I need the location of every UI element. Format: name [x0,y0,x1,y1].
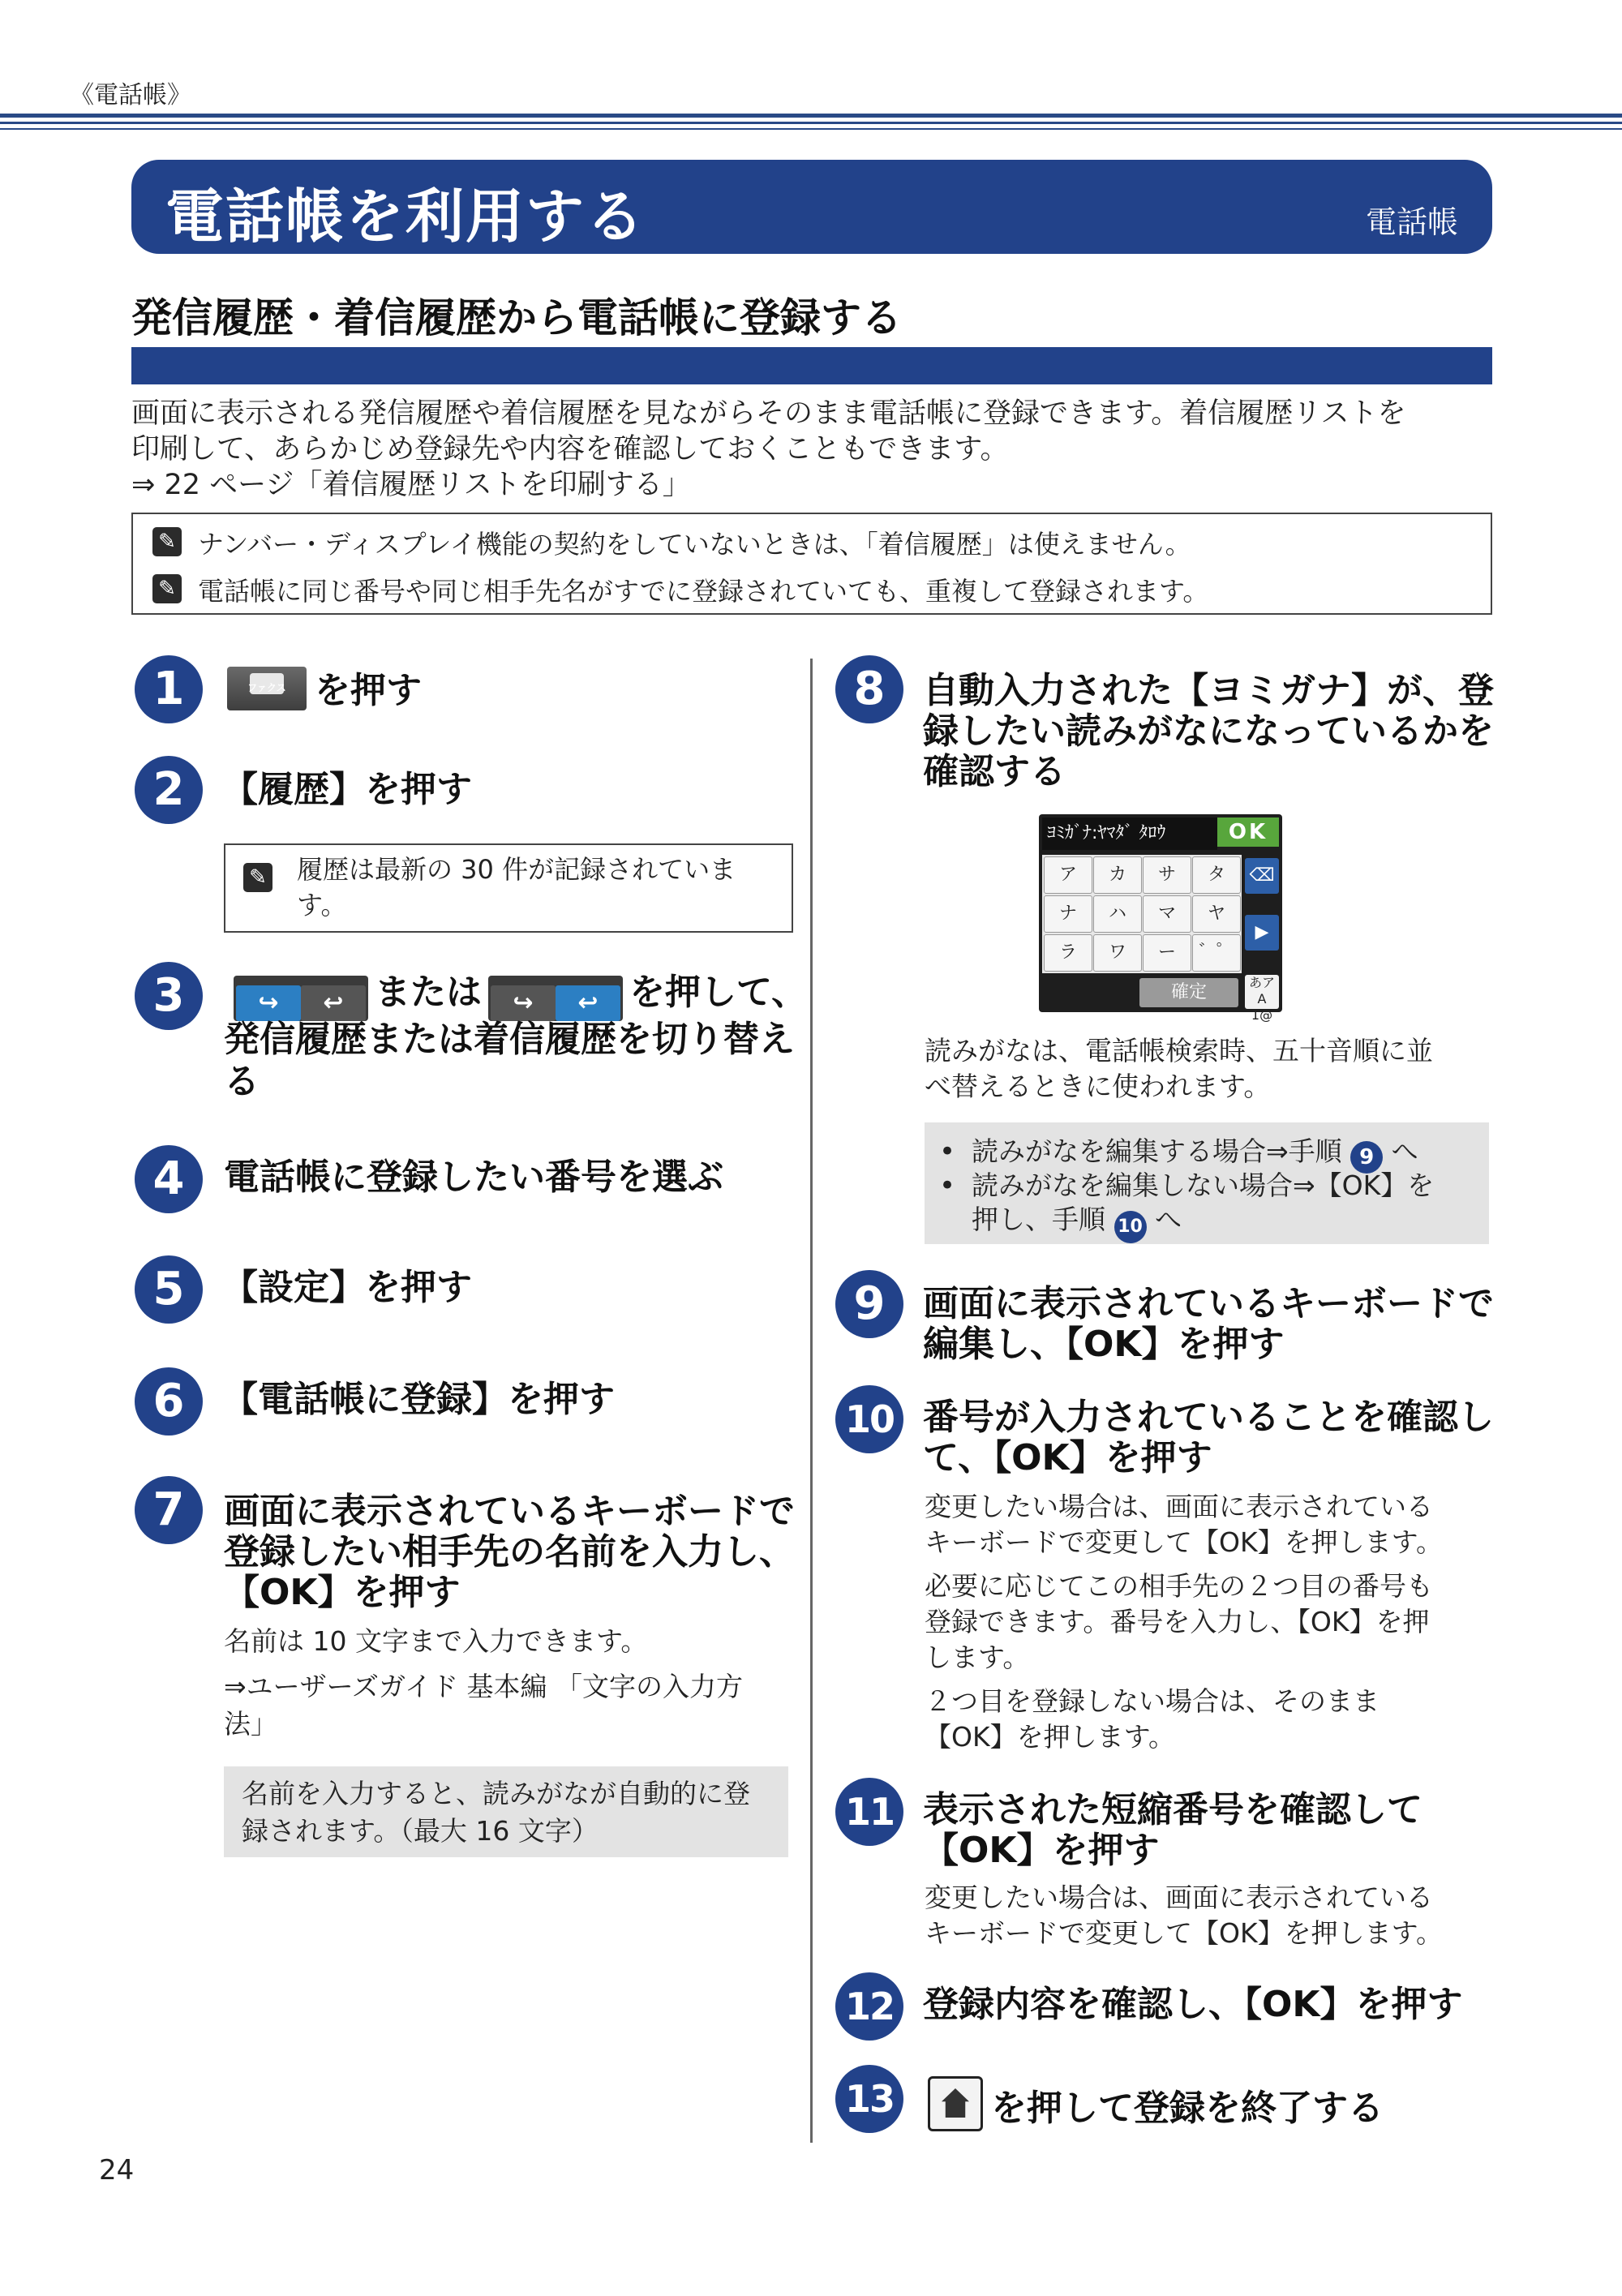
step-2-note [224,843,793,933]
step-badge-4: 4 [135,1145,203,1213]
step-9-heading-line-2: 編集し、【OK】を押す [923,1324,1285,1365]
memo-icon: ✎ [152,527,182,556]
bullet-dot: • [939,1169,956,1202]
step-13-heading: を押して登録を終了する [928,2076,1384,2131]
step-5-heading: 【設定】を押す [222,1267,472,1308]
step-12-heading: 登録内容を確認し、【OK】を押す [923,1984,1463,2025]
step-badge-5: 5 [135,1255,203,1324]
step-11-body-line-1: 変更したい場合は、画面に表示されている [925,1882,1433,1913]
lcd-key: マ [1143,895,1191,933]
step-7-heading-line-2: 登録したい相手先の名前を入力し、 [224,1531,795,1573]
page-number: 24 [99,2154,135,2187]
lcd-key: ハ [1093,895,1142,933]
step-10-body-line-6: ２つ目を登録しない場合は、そのまま [925,1685,1380,1717]
lcd-key: カ [1093,856,1142,894]
step-7-body-line-1: 名前は 10 文字まで入力できます。 [224,1625,648,1657]
page-title: 電話帳を利用する [165,182,646,251]
step-badge-1: 1 [135,655,203,723]
step-6-heading: 【電話帳に登録】を押す [222,1379,615,1420]
header-rule-middle [0,122,1622,124]
step-8-option-1: 読みがなを編集する場合⇒手順 9 へ [972,1134,1418,1174]
memo-icon: ✎ [243,863,272,892]
step-7-info-line-1: 名前を入力すると、読みがなが自動的に登 [242,1778,750,1809]
memo-icon: ✎ [152,574,182,603]
step-8-body-line-1: 読みがなは、電話帳検索時、五十音順に並 [925,1035,1433,1066]
step-badge-6: 6 [135,1367,203,1436]
step-8-body-line-2: べ替えるときに使われます。 [925,1071,1271,1102]
step-badge-12: 12 [835,1972,903,2041]
step-7-info-box [224,1766,788,1857]
step-10-body-line-2: キーボードで変更して【OK】を押します。 [925,1526,1443,1558]
lcd-screen [1039,814,1282,1023]
lcd-key: ア [1044,856,1092,894]
step-8-option-2-line-1: 読みがなを編集しない場合⇒【OK】を [972,1169,1435,1201]
lcd-key: サ [1143,856,1191,894]
step-2-note-line-2: す。 [297,890,347,921]
lcd-input-mode-key: あアA 1@ [1245,975,1279,1009]
step-10-heading-line-2: て、【OK】を押す [923,1437,1212,1478]
lcd-key: ワ [1093,934,1142,972]
step-7-heading-line-1: 画面に表示されているキーボードで [224,1491,795,1532]
lcd-confirm-button: 確定 [1139,978,1238,1007]
lcd-key: ラ [1044,934,1092,972]
call-history-keys-icon: ↪ ↩ [234,976,368,1021]
header-rule-bottom [0,128,1622,130]
step-3-heading-line-1: ↪ ↩ または ↪ ↩ を押して、 [227,972,807,1021]
lcd-key: ヤ [1192,895,1241,933]
step-3-heading-line-3: る [224,1061,260,1102]
running-head: 《電話帳》 [70,81,191,109]
lcd-key: ー [1143,934,1191,972]
step-ref-badge: 9 [1350,1141,1383,1174]
home-button-icon [928,2076,983,2131]
lcd-key: ゛゜ [1192,934,1241,972]
step-7-body-line-3: 法」 [224,1708,277,1740]
step-7-link[interactable]: ⇒ユーザーズガイド 基本編 「文字の入力方 [224,1671,743,1702]
step-8-heading-line-3: 確認する [923,751,1066,792]
step-badge-10: 10 [835,1385,903,1453]
step-badge-13: 13 [835,2065,903,2133]
step-10-body-line-4: 登録できます。番号を入力し、【OK】を押 [925,1606,1430,1637]
lcd-reading-field: ﾖﾐｶﾞﾅ:ﾔﾏﾀﾞ ﾀﾛｳ [1042,818,1217,850]
step-10-body-line-5: します。 [925,1642,1030,1673]
step-2-note-line-1: 履歴は最新の 30 件が記録されていま [297,854,736,885]
chapter-tag: 電話帳 [1365,204,1458,240]
memo-box [131,513,1492,615]
step-10-body-line-1: 変更したい場合は、画面に表示されている [925,1491,1433,1522]
header-rule-top [0,114,1622,118]
memo-text: 電話帳に同じ番号や同じ相手先名がすでに登録されていても、重複して登録されます。 [198,576,1209,607]
lcd-right-arrow-icon: ▶ [1245,915,1279,951]
intro-link[interactable]: ⇒ 22 ページ「着信履歴リストを印刷する」 [131,469,691,501]
step-badge-3: 3 [135,962,203,1030]
title-band [131,160,1492,254]
lcd-key: ナ [1044,895,1092,933]
intro-line-2: 印刷して、あらかじめ登録先や内容を確認しておくこともできます。 [131,433,1009,466]
lcd-keyboard [1042,855,1242,973]
step-11-heading-line-1: 表示された短縮番号を確認して [923,1789,1422,1830]
step-11-body-line-2: キーボードで変更して【OK】を押します。 [925,1917,1443,1949]
step-7-heading-line-3: 【OK】を押す [224,1572,461,1613]
intro-line-1: 画面に表示される発信履歴や着信履歴を見ながらそのまま電話帳に登録できます。着信履歴リストを [131,397,1406,430]
step-8-option-2-line-2: 押し、手順 10 へ [972,1202,1182,1243]
step-10-heading-line-1: 番号が入力されていることを確認し [923,1397,1494,1438]
lcd-backspace-icon: ⌫ [1245,858,1279,894]
step-8-heading-line-2: 録したい読みがなになっているかを [923,710,1494,752]
step-10-body-line-7: 【OK】を押します。 [925,1721,1175,1753]
step-10-body-line-3: 必要に応じてこの相手先の２つ目の番号も [925,1570,1433,1602]
step-8-options-box [925,1122,1489,1244]
bullet-dot: • [939,1135,956,1168]
step-2-heading: 【履歴】を押す [222,769,472,810]
step-3-heading-line-2: 発信履歴または着信履歴を切り替え [224,1019,795,1060]
step-11-heading-line-2: 【OK】を押す [923,1830,1160,1871]
step-8-heading-line-1: 自動入力された【ヨミガナ】が、登 [923,670,1494,711]
step-4-heading: 電話帳に登録したい番号を選ぶ [224,1157,723,1198]
memo-text: ナンバー・ディスプレイ機能の契約をしていないときは、「着信履歴」は使えません。 [198,529,1191,560]
memo-line [152,524,1191,561]
step-badge-7: 7 [135,1476,203,1544]
fax-button-icon: ファクス [227,667,307,710]
step-badge-8: 8 [835,655,903,723]
column-divider [810,659,813,2143]
step-9-heading-line-1: 画面に表示されているキーボードで [923,1283,1494,1324]
call-history-keys-alt-icon: ↪ ↩ [488,976,623,1021]
step-ref-badge: 10 [1114,1211,1147,1243]
step-1-heading: ファクス を押す [227,667,422,712]
step-badge-9: 9 [835,1270,903,1338]
step-badge-11: 11 [835,1778,903,1846]
memo-line [152,571,1208,608]
lcd-key: タ [1192,856,1241,894]
section-bar [131,347,1492,384]
section-heading: 発信履歴・着信履歴から電話帳に登録する [131,294,902,341]
lcd-ok-button: OK [1217,818,1279,847]
step-7-info-line-2: 録されます。（最大 16 文字） [242,1815,599,1847]
step-badge-2: 2 [135,756,203,824]
